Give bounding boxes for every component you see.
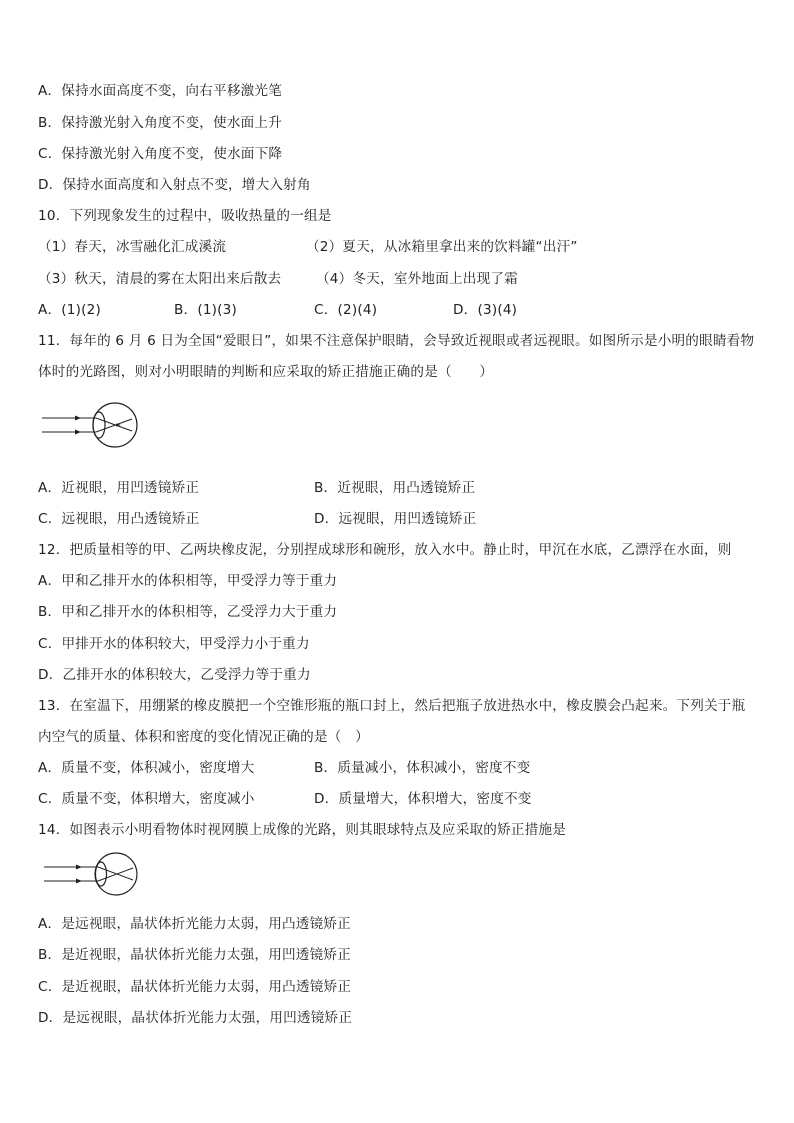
q11-option-a: A．近视眼，用凹透镜矫正 xyxy=(38,480,200,496)
q14-option-b: B．是近视眼，晶状体折光能力太强，用凹透镜矫正 xyxy=(38,947,351,963)
q10-item-2: （2）夏天，从冰箱里拿出来的饮料罐“出汗” xyxy=(306,239,578,255)
q11-option-b: B．近视眼，用凸透镜矫正 xyxy=(314,480,476,496)
q13-option-d: D．质量增大，体积增大，密度不变 xyxy=(314,791,532,807)
q9-option-d: D．保持水面高度和入射点不变，增大入射角 xyxy=(38,177,311,193)
q14-eye-diagram xyxy=(38,850,138,898)
q11-stem-line1: 11．每年的 6 月 6 日为全国“爱眼日”，如果不注意保护眼睛，会导致近视眼或者远视眼。如图所示是小明的眼睛看物 xyxy=(38,333,755,349)
q12-stem: 12．把质量相等的甲、乙两块橡皮泥，分别捏成球形和碗形，放入水中。静止时，甲沉在水底，乙漂浮在水面，则 xyxy=(38,542,732,558)
q14-option-d: D．是远视眼，晶状体折光能力太强，用凹透镜矫正 xyxy=(38,1010,353,1026)
q10-item-1: （1）春天，冰雪融化汇成溪流 xyxy=(38,239,227,255)
q11-option-d: D．远视眼，用凹透镜矫正 xyxy=(314,511,477,527)
q11-stem-line2: 体时的光路图，则对小明眼睛的判断和应采取的矫正措施正确的是（ ） xyxy=(38,364,494,380)
q10-stem: 10．下列现象发生的过程中，吸收热量的一组是 xyxy=(38,208,332,224)
q10-option-a: A．(1)(2) xyxy=(38,302,102,318)
q13-stem-line2: 内空气的质量、体积和密度的变化情况正确的是（ ） xyxy=(38,729,370,745)
q13-option-a: A．质量不变，体积减小，密度增大 xyxy=(38,760,255,776)
q12-option-a: A．甲和乙排开水的体积相等，甲受浮力等于重力 xyxy=(38,573,338,589)
q10-option-d: D．(3)(4) xyxy=(453,302,518,318)
q14-option-a: A．是远视眼，晶状体折光能力太弱，用凸透镜矫正 xyxy=(38,916,351,932)
q13-option-c: C．质量不变，体积增大，密度减小 xyxy=(38,791,255,807)
q10-item-4: （4）冬天，室外地面上出现了霜 xyxy=(316,271,518,287)
q9-option-c: C．保持激光射入角度不变，使水面下降 xyxy=(38,146,283,162)
q13-option-b: B．质量减小，体积减小，密度不变 xyxy=(314,760,531,776)
q13-stem-line1: 13．在室温下，用绷紧的橡皮膜把一个空锥形瓶的瓶口封上，然后把瓶子放进热水中，橡皮膜会凸起来。下列关于瓶 xyxy=(38,698,746,714)
q12-option-b: B．甲和乙排开水的体积相等，乙受浮力大于重力 xyxy=(38,604,338,620)
q11-option-c: C．远视眼，用凸透镜矫正 xyxy=(38,511,200,527)
q9-option-b: B．保持激光射入角度不变，使水面上升 xyxy=(38,115,283,131)
q12-option-d: D．乙排开水的体积较大，乙受浮力等于重力 xyxy=(38,667,311,683)
q14-stem: 14．如图表示小明看物体时视网膜上成像的光路，则其眼球特点及应采取的矫正措施是 xyxy=(38,822,567,838)
q10-item-3: （3）秋天，清晨的雾在太阳出来后散去 xyxy=(38,271,282,287)
q9-option-a: A．保持水面高度不变，向右平移激光笔 xyxy=(38,83,282,99)
q14-option-c: C．是近视眼，晶状体折光能力太弱，用凸透镜矫正 xyxy=(38,979,352,995)
q10-option-c: C．(2)(4) xyxy=(314,302,378,318)
q12-option-c: C．甲排开水的体积较大，甲受浮力小于重力 xyxy=(38,636,310,652)
q11-eye-diagram xyxy=(38,398,138,450)
q10-option-b: B．(1)(3) xyxy=(174,302,238,318)
